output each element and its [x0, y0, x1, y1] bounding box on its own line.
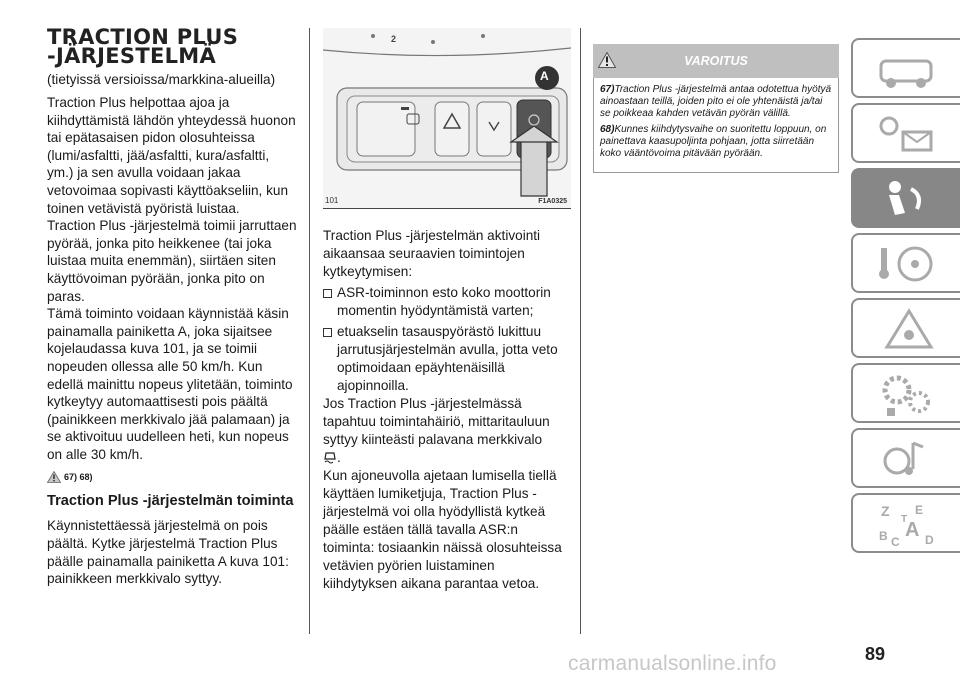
warning-header [593, 44, 839, 78]
index-letter: D [925, 533, 934, 547]
paragraph-1: Traction Plus helpottaa ajoa ja kiihdyttämistä lähdön yhteydessä huonon tai epätasaisen pidon olosuhteissa (lumi/asfaltti, jää/asfaltti, kura/asfaltti, ym.) ja sen avulla voidaan jakaa vetovoimaa sopivasti käyttöakseliin, kun toinen vetävistä pyöristä luistaa. [47, 95, 296, 216]
bullet-square-icon [323, 289, 332, 298]
warning-ref-text[interactable]: 67) 68) [64, 472, 93, 483]
steering-key-icon [875, 240, 939, 288]
maintenance-gears-icon [875, 370, 939, 418]
index-letter: A [905, 519, 920, 541]
section-heading: Traction Plus -järjestelmän toiminta [47, 493, 294, 510]
note-text-68: Kunnes kiihdytysvaihe on suoritettu loppuun, on painettava kaasupoljinta pohjaan, jotta siirretään koko vääntövoima pitävään pyörään. [600, 124, 827, 159]
index-letter: C [891, 535, 900, 548]
note-number-68: 68) [600, 124, 615, 135]
failure-sentence: Jos Traction Plus -järjestelmässä tapahtuu toimintahäiriö, mittaritauluun syttyy kiinteästi palavana merkkivalo [323, 396, 550, 447]
failure-text [323, 395, 571, 467]
tab-multimedia[interactable] [851, 428, 960, 488]
warning-note-67 [600, 84, 832, 120]
left-column [47, 25, 297, 588]
tab-safety[interactable] [851, 168, 960, 228]
middle-text [323, 227, 571, 593]
note-number-67: 67) [600, 84, 615, 95]
figure-number: 101 [325, 196, 339, 205]
dial-label: 2 [391, 34, 397, 44]
warning-label: VAROITUS [684, 54, 748, 68]
index-letters-icon [875, 500, 939, 548]
note-text-67: Traction Plus -järjestelmä antaa odotettua hyötyä ainoastaan teillä, joiden pito ei ole yhtenäistä ja/tai se poikkeaa kahden vetävän pyörän välillä. [600, 84, 832, 119]
paragraph-4: Käynnistettäessä järjestelmä on pois päältä. Kytke järjestelmä Traction Plus päälle painamalla painiketta A kuva 101: painikkeen merkkivalo syttyy. [47, 518, 289, 587]
snow-chains-text: Kun ajoneuvolla ajetaan lumisella tiellä käyttäen lumiketjuja, Traction Plus -järjestelmä voi olla hyödyllistä kytkeä päälle estäen tällä tavalla ASR:n toiminta: tosiaankin näissä olosuhteissa vetävien pyörien luistaminen kiihdytyksen aikana parantaa vetoa. [323, 468, 562, 591]
car-info-icon [875, 45, 939, 93]
bullet-text-2: etuakselin tasauspyörästö lukittuu jarrutusjärjestelmän avulla, jotta veto optimoidaan epäyhtenäisillä ajopinnoilla. [337, 324, 558, 393]
index-letter: Z [881, 503, 890, 519]
warning-body [593, 78, 839, 173]
tab-emergency[interactable] [851, 298, 960, 358]
warning-reference[interactable] [47, 471, 297, 483]
warning-box [593, 44, 839, 173]
tab-car-info[interactable] [851, 38, 960, 98]
tab-maintenance[interactable] [851, 363, 960, 423]
index-letter: E [915, 503, 924, 517]
index-letter: T [901, 514, 908, 525]
multimedia-icon [875, 435, 939, 483]
bullet-square-icon [323, 328, 332, 337]
watermark: carmanualsonline.info [568, 652, 777, 675]
title-line-1: TRACTION PLUS [47, 25, 239, 49]
dashboard-lights-icon [875, 110, 939, 158]
page-title [47, 25, 297, 68]
emergency-warning-icon [875, 305, 939, 353]
bullet-text-1: ASR-toiminnon esto koko moottorin momentin hyödyntämistä varten; [337, 285, 551, 318]
page-number: 89 [865, 644, 886, 664]
middle-column [323, 28, 571, 593]
safety-airbag-icon [875, 175, 939, 223]
column-divider-1 [309, 28, 310, 634]
traction-warning-light-icon [323, 451, 337, 464]
list-item [323, 284, 571, 320]
figure-101 [323, 28, 571, 209]
dashboard-button-illustration [323, 28, 571, 208]
warning-triangle-icon [47, 471, 61, 483]
activation-intro: Traction Plus -järjestelmän aktivointi aikaansaa seuraavien toimintojen kytkeytymisen: [323, 228, 541, 279]
list-item [323, 323, 571, 395]
paragraph-3: Tämä toiminto voidaan käynnistää käsin painamalla painiketta A, joka sijaitsee kojelaudassa kuva 101, ja se toimii nopeuden ollessa alle 50 km/h. Kun edellä mainittu nopeus ylitetään, toiminto kytkeytyy automaattisesti pois päältä (painikkeen merkkivalo jää palamaan) ja se aktivoituu uudelleen heti, kun nopeus on alle 30 km/h. [47, 306, 293, 462]
tab-starting-driving[interactable] [851, 233, 960, 293]
figure-code: F1A0325 [538, 198, 567, 205]
failure-end: . [337, 450, 341, 465]
chapter-tabs [851, 0, 960, 678]
tab-index[interactable] [851, 493, 960, 553]
subtitle: (tietyissä versioissa/markkina-alueilla) [47, 72, 276, 87]
column-divider-2 [580, 28, 581, 634]
warning-note-68 [600, 124, 832, 160]
index-letter: B [879, 529, 888, 543]
paragraph-2: Traction Plus -järjestelmä toimii jarruttaen pyörää, jonka pito heikkenee (tai joka luistaa muita enemmän), siirtäen siten käyttövoiman pyörään, jonka pito on paras. [47, 218, 297, 304]
callout-a: A [540, 69, 549, 83]
tab-dashboard[interactable] [851, 103, 960, 163]
intro-text [47, 94, 297, 463]
title-line-2: -JÄRJESTELMÄ [47, 44, 217, 68]
